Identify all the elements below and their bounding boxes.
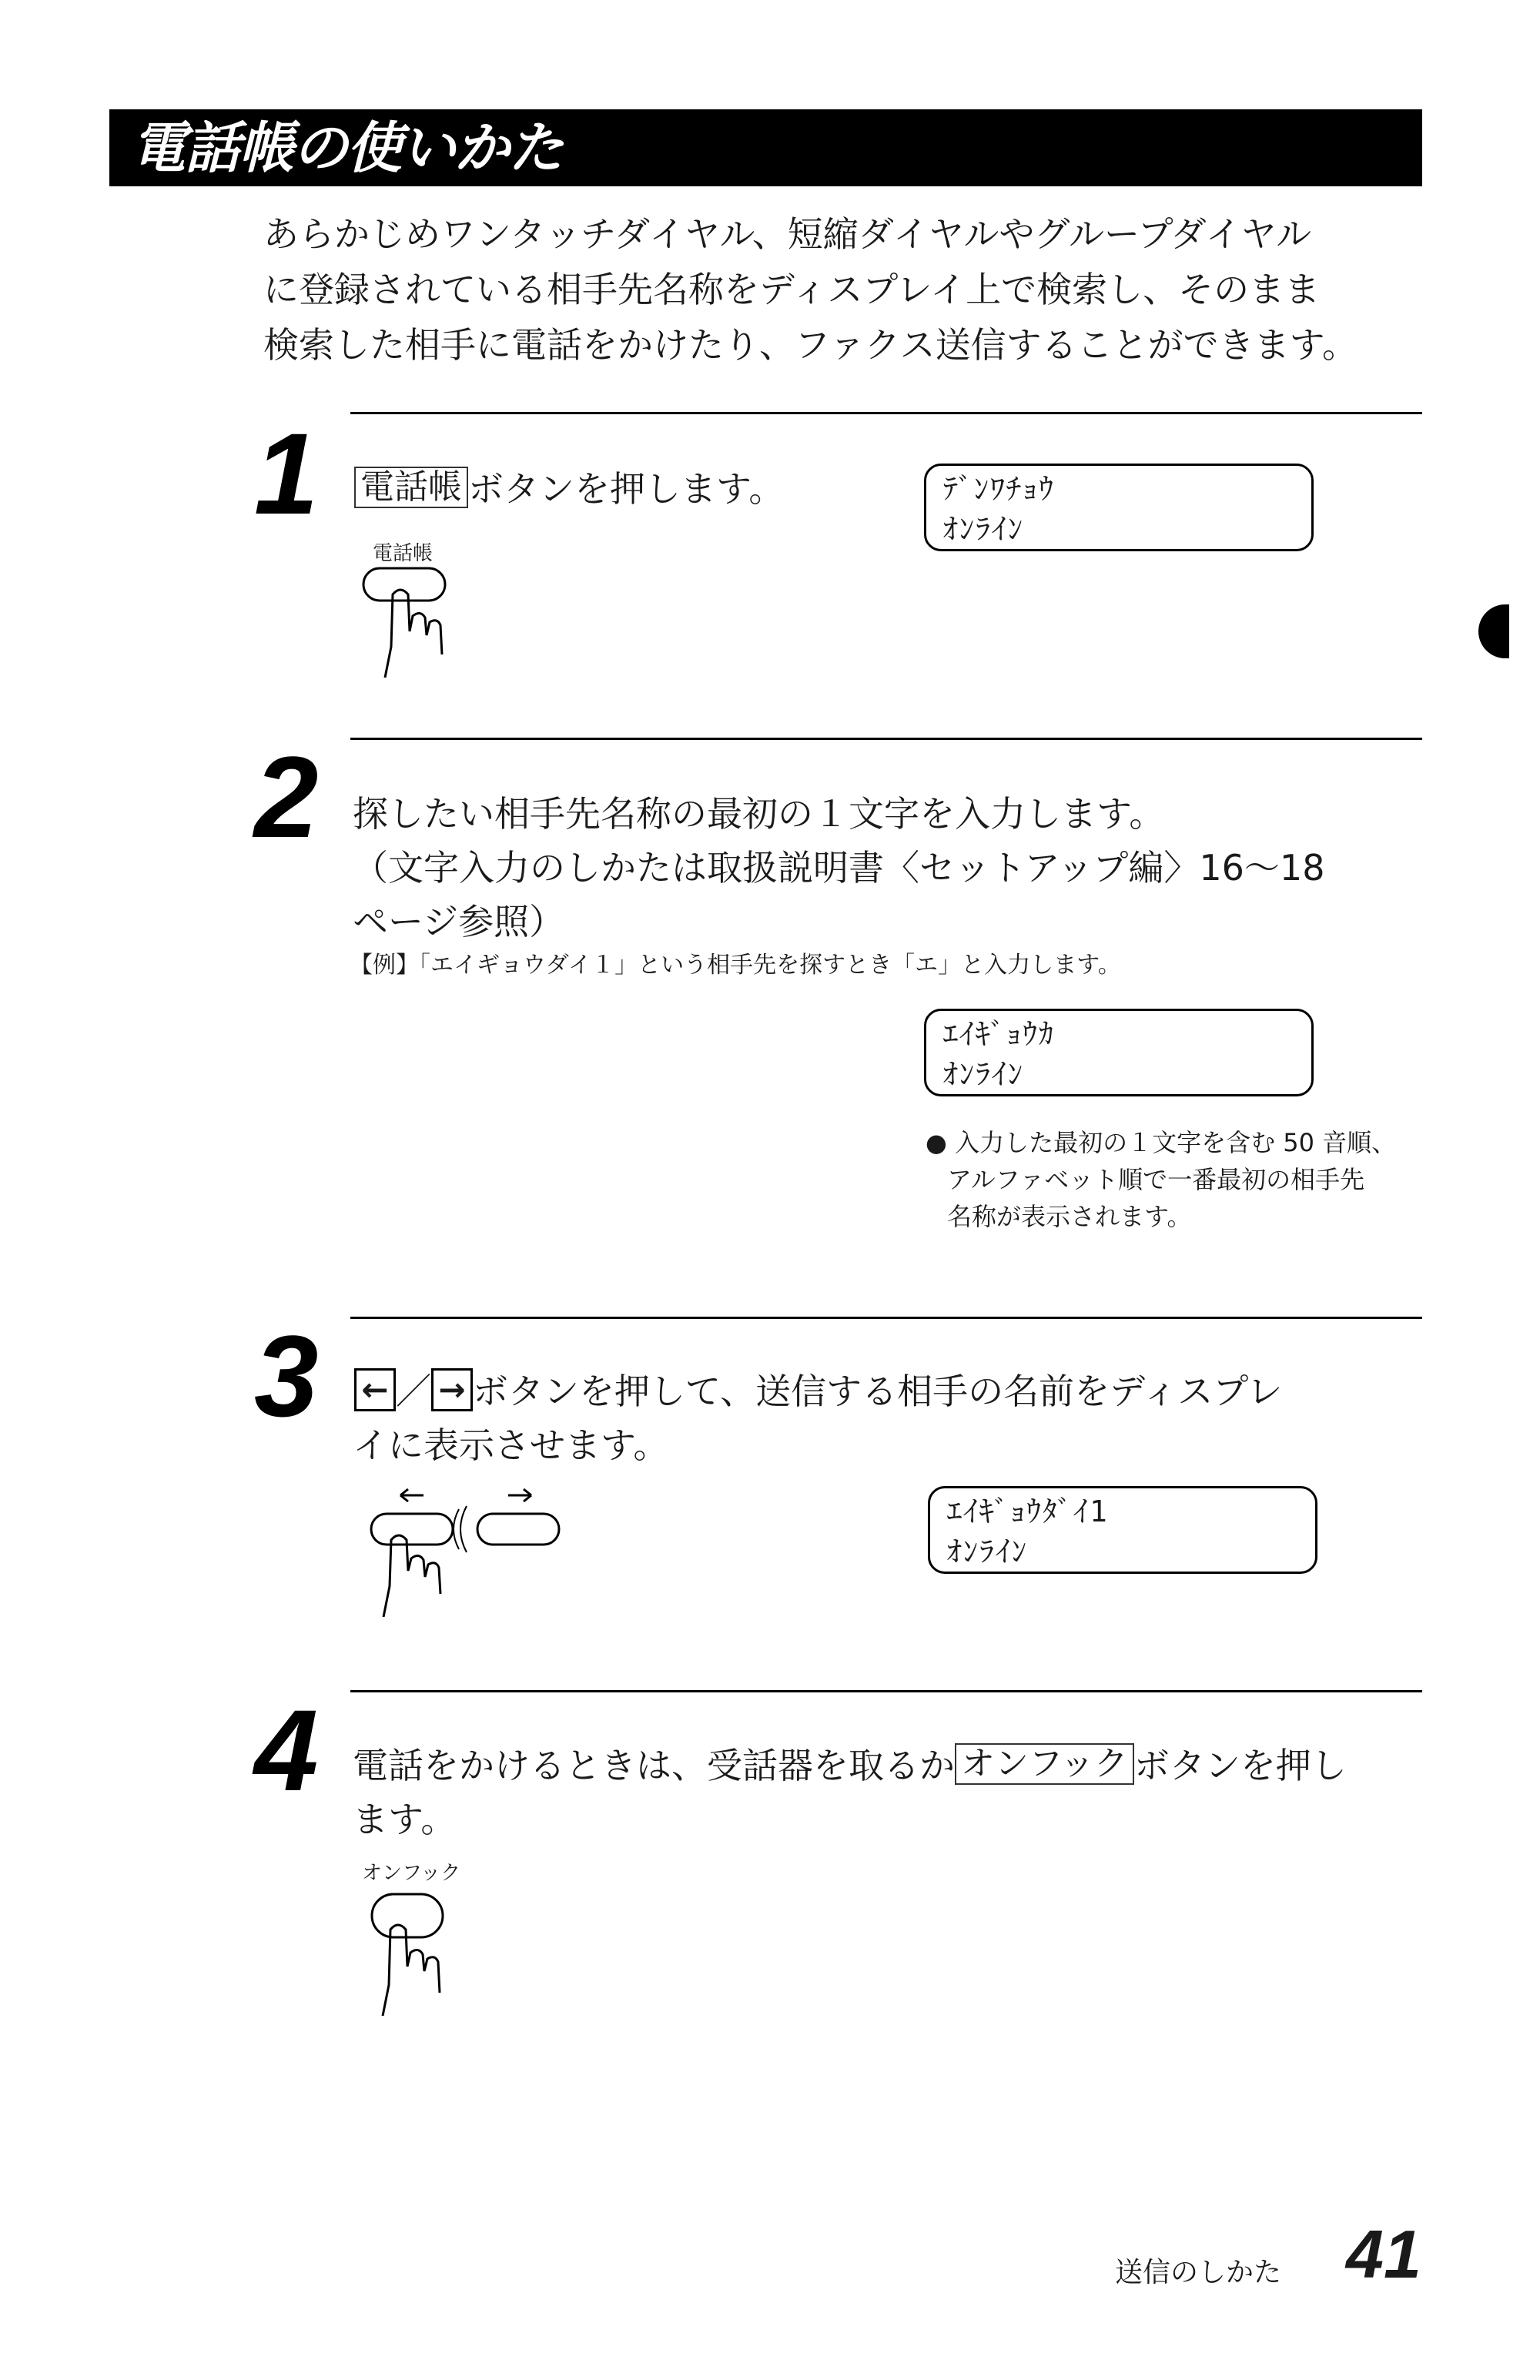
step-number: 2 xyxy=(254,732,319,862)
step2-example: 【例】「エイギョウダイ１」という相手先を探すとき「エ」と入力します。 xyxy=(350,952,1121,979)
step1-instruction xyxy=(354,462,784,516)
lcd-display xyxy=(928,1486,1317,1574)
onhook-key-label: オンフック xyxy=(955,1743,1134,1785)
step2-note xyxy=(926,1124,1396,1235)
step-divider xyxy=(350,412,1422,414)
step-divider xyxy=(350,1690,1422,1692)
lcd-line-1: ｴｲｷﾞｮｳｶ xyxy=(943,1017,1056,1051)
key-separator: ／ xyxy=(396,1371,431,1412)
step2-line: ページ参照） xyxy=(353,901,565,942)
page-title-bar xyxy=(109,109,1422,186)
finger-press-icon xyxy=(358,1885,474,2016)
step4-instruction xyxy=(353,1739,1347,1793)
phonebook-key-label: 電話帳 xyxy=(354,467,468,508)
step2-line: （文字入力のしかたは取扱説明書〈セットアップ編〉16～18 xyxy=(353,847,1325,889)
note-line: ● 入力した最初の１文字を含む 50 音順、 xyxy=(926,1128,1397,1157)
finger-press-icon xyxy=(354,562,470,678)
intro-paragraph xyxy=(263,206,1426,373)
lcd-line-2: ｵﾝﾗｲﾝ xyxy=(947,1535,1029,1568)
step3-text: ボタンを押して、送信する相手の名前をディスプレ xyxy=(473,1371,1283,1412)
intro-line: あらかじめワンタッチダイヤル、短縮ダイヤルやグループダイヤル xyxy=(263,213,1312,255)
step4-text-after: ボタンを押し xyxy=(1133,1745,1347,1786)
step-number: 3 xyxy=(254,1311,319,1441)
lcd-line-2: ｵﾝﾗｲﾝ xyxy=(943,512,1025,546)
intro-line: 検索した相手に電話をかけたり、ファクス送信することができます。 xyxy=(263,324,1358,366)
arrow-buttons-press-icon xyxy=(362,1478,570,1617)
step3-instruction xyxy=(354,1364,1283,1418)
right-arrow-key: → xyxy=(431,1368,473,1411)
lcd-display xyxy=(924,464,1314,551)
step1-text: ボタンを押します。 xyxy=(468,468,785,510)
step-divider xyxy=(350,738,1422,740)
step4-text-before: 電話をかけるときは、受話器を取るか xyxy=(353,1745,955,1786)
phonebook-button-label: 電話帳 xyxy=(373,542,434,565)
lcd-display xyxy=(924,1009,1314,1096)
lcd-line-2: ｵﾝﾗｲﾝ xyxy=(943,1057,1025,1091)
step3-line: イに表示させます。 xyxy=(353,1424,669,1466)
step-divider xyxy=(350,1317,1422,1319)
left-arrow-key: ← xyxy=(354,1368,396,1411)
step4-line: ます。 xyxy=(353,1799,457,1840)
lcd-line-1: ﾃﾞﾝﾜﾁｮｳ xyxy=(943,472,1056,506)
note-line: アルファベット順で一番最初の相手先 xyxy=(947,1165,1365,1194)
footer-section-title: 送信のしかた xyxy=(1115,2257,1282,2288)
page-edge-tab xyxy=(1478,604,1509,658)
step-number: 1 xyxy=(254,409,319,538)
step2-line: 探したい相手先名称の最初の１文字を入力します。 xyxy=(353,793,1165,835)
step-number: 4 xyxy=(254,1685,319,1815)
page-number: 41 xyxy=(1346,2216,1421,2292)
page-title: 電話帳の使いかた xyxy=(131,115,563,180)
lcd-line-1: ｴｲｷﾞｮｳﾀﾞｲ1 xyxy=(947,1495,1109,1528)
intro-line: に登録されている相手先名称をディスプレイ上で検索し、そのまま xyxy=(263,269,1321,310)
note-line: 名称が表示されます。 xyxy=(947,1202,1192,1231)
onhook-button-label: オンフック xyxy=(362,1862,461,1885)
